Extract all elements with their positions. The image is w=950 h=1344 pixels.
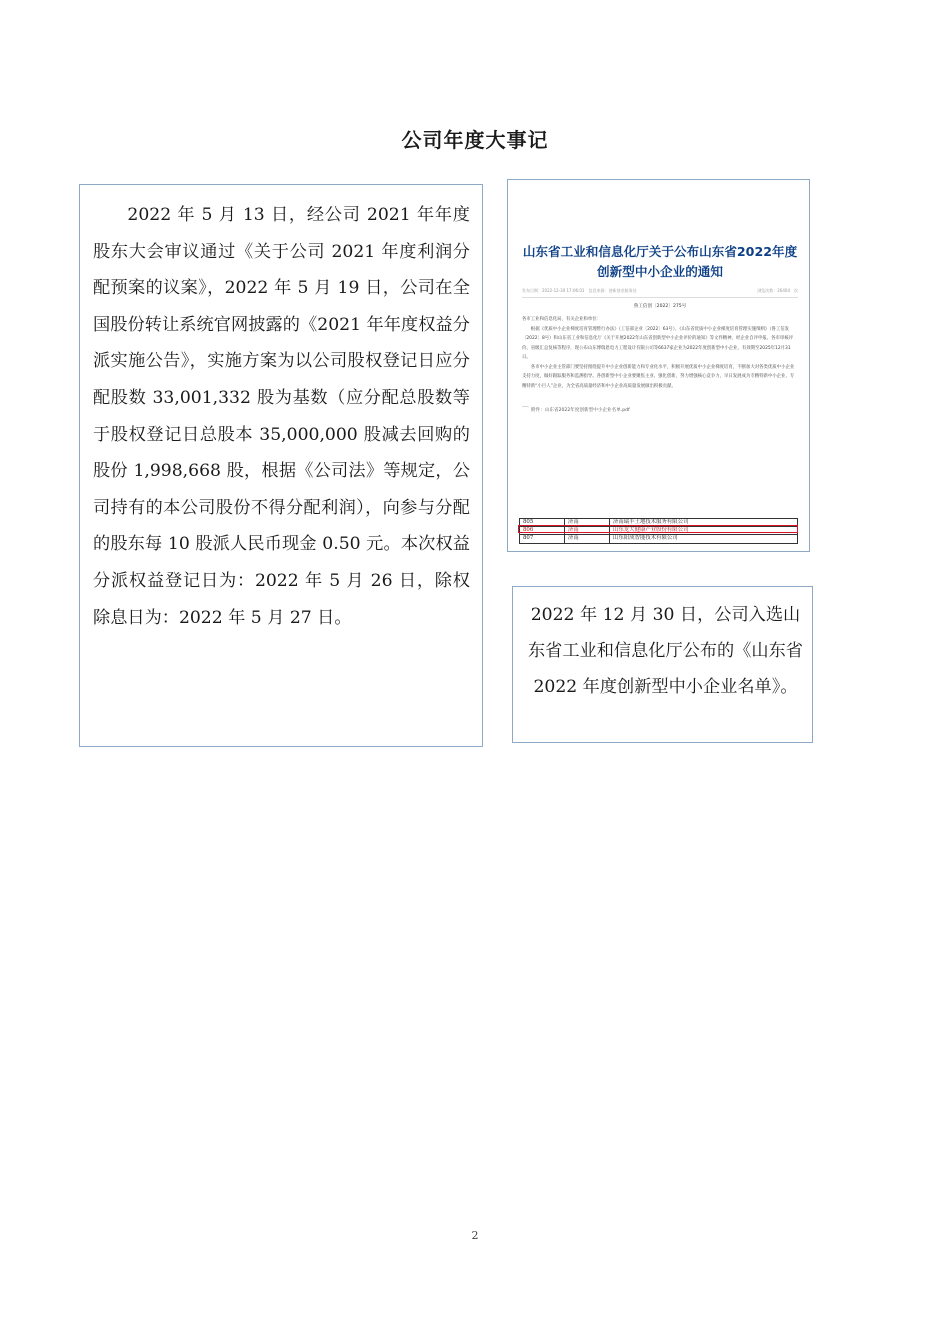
row-number: 807	[520, 535, 565, 543]
paperclip-icon: ⌒	[522, 406, 529, 414]
page-number: 2	[471, 1229, 479, 1242]
notice-attachment-label: 附件：山东省2022年度创新型中小企业名单.pdf	[531, 408, 630, 413]
row-number: 806	[520, 527, 565, 535]
innovation-event-box	[512, 586, 813, 743]
notice-screenshot	[507, 179, 810, 552]
notice-meta-views: 浏览次数：26404 次	[757, 288, 798, 293]
notice-meta	[522, 288, 798, 294]
dividend-event-text: 2022 年 5 月 13 日，经公司 2021 年年度股东大会审议通过《关于公司 2021 年度利润分配预案的议案》，2022 年 5 月 19 日，公司在全国股份转让系统官网披露的《2021 年年度权益分派实施公告》，实施方案为以公司股权登记日应分配股数 33,001,332 股为基数（应分配总股数等于股权登记日总股本 35,000,000 股减去回购的股份 1,998,668 股，根据《公司法》等规定，公司持有的本公司股份不得分配利润），向参与分配的股东每 10 股派人民币现金 0.50 元。本次权益分派权益登记日为：2022 年 5 月 26 日，除权除息日为：2022 年 5 月 27 日。	[93, 205, 470, 628]
row-company: 山东龙大健康产业股份有限公司	[610, 527, 798, 535]
notice-paragraph-1: 根据《优质中小企业梯度培育管理暂行办法》（工信部企业〔2022〕63号）、《山东省优质中小企业梯度培育管理实施细则》（鲁工信发〔2022〕8号）和山东省工业和信息化厅《关于开展2022年山东省创新型中小企业评价的通知》等文件精神，经企业自评申报、各市审核评价、省级汇总复核等程序，现公布山东博瑞恩电力工程设计有限公司等6637家企业为2022年度创新型中小企业，有效期至2025年12月31日。	[522, 326, 794, 360]
table-row	[520, 535, 798, 543]
row-number: 805	[520, 519, 565, 527]
page-title: 公司年度大事记	[401, 128, 549, 152]
row-city: 济南	[565, 527, 610, 535]
notice-attachment[interactable]	[522, 405, 798, 415]
notice-document	[522, 242, 798, 415]
row-city: 济南	[565, 535, 610, 543]
notice-divider	[522, 297, 798, 298]
notice-paragraph-2: 各市中小企业主管部门要坚持围绕提升中小企业创新能力和专业化水平，积极开展优质中小企业梯度培育，不断加大对各类优质中小企业支持力度，做好跟踪服务和监测指导。各创新型中小企业要聚焦主业、强化创新，努力增强核心竞争力，早日发展成为专精特新中小企业、专精特新“小巨人”企业，为全省高质量经济和中小企业高质量发展做出积极贡献。	[522, 364, 795, 389]
notice-meta-date: 发布日期：2022-12-30 17:06:01 信息来源：创新创业服务处	[522, 288, 637, 293]
notice-doc-number: 鲁工信创〔2022〕275号	[633, 304, 687, 309]
innovation-event-text: 2022 年 12 月 30 日，公司入选山东省工业和信息化厅公布的《山东省 2022 年度创新型中小企业名单》。	[527, 605, 803, 698]
dividend-event-box	[79, 184, 483, 747]
row-company: 山东阳成智能技术有限公司	[610, 535, 798, 543]
row-city: 济南	[565, 519, 610, 527]
notice-salutation: 各市工业和信息化局，有关企业和单位：	[522, 317, 602, 322]
notice-body	[522, 315, 798, 391]
notice-title: 山东省工业和信息化厅关于公布山东省2022年度创新型中小企业的通知	[522, 244, 798, 279]
company-highlight-box	[518, 525, 798, 533]
row-company: 济南瑞丰土地技术服务有限公司	[610, 519, 798, 527]
